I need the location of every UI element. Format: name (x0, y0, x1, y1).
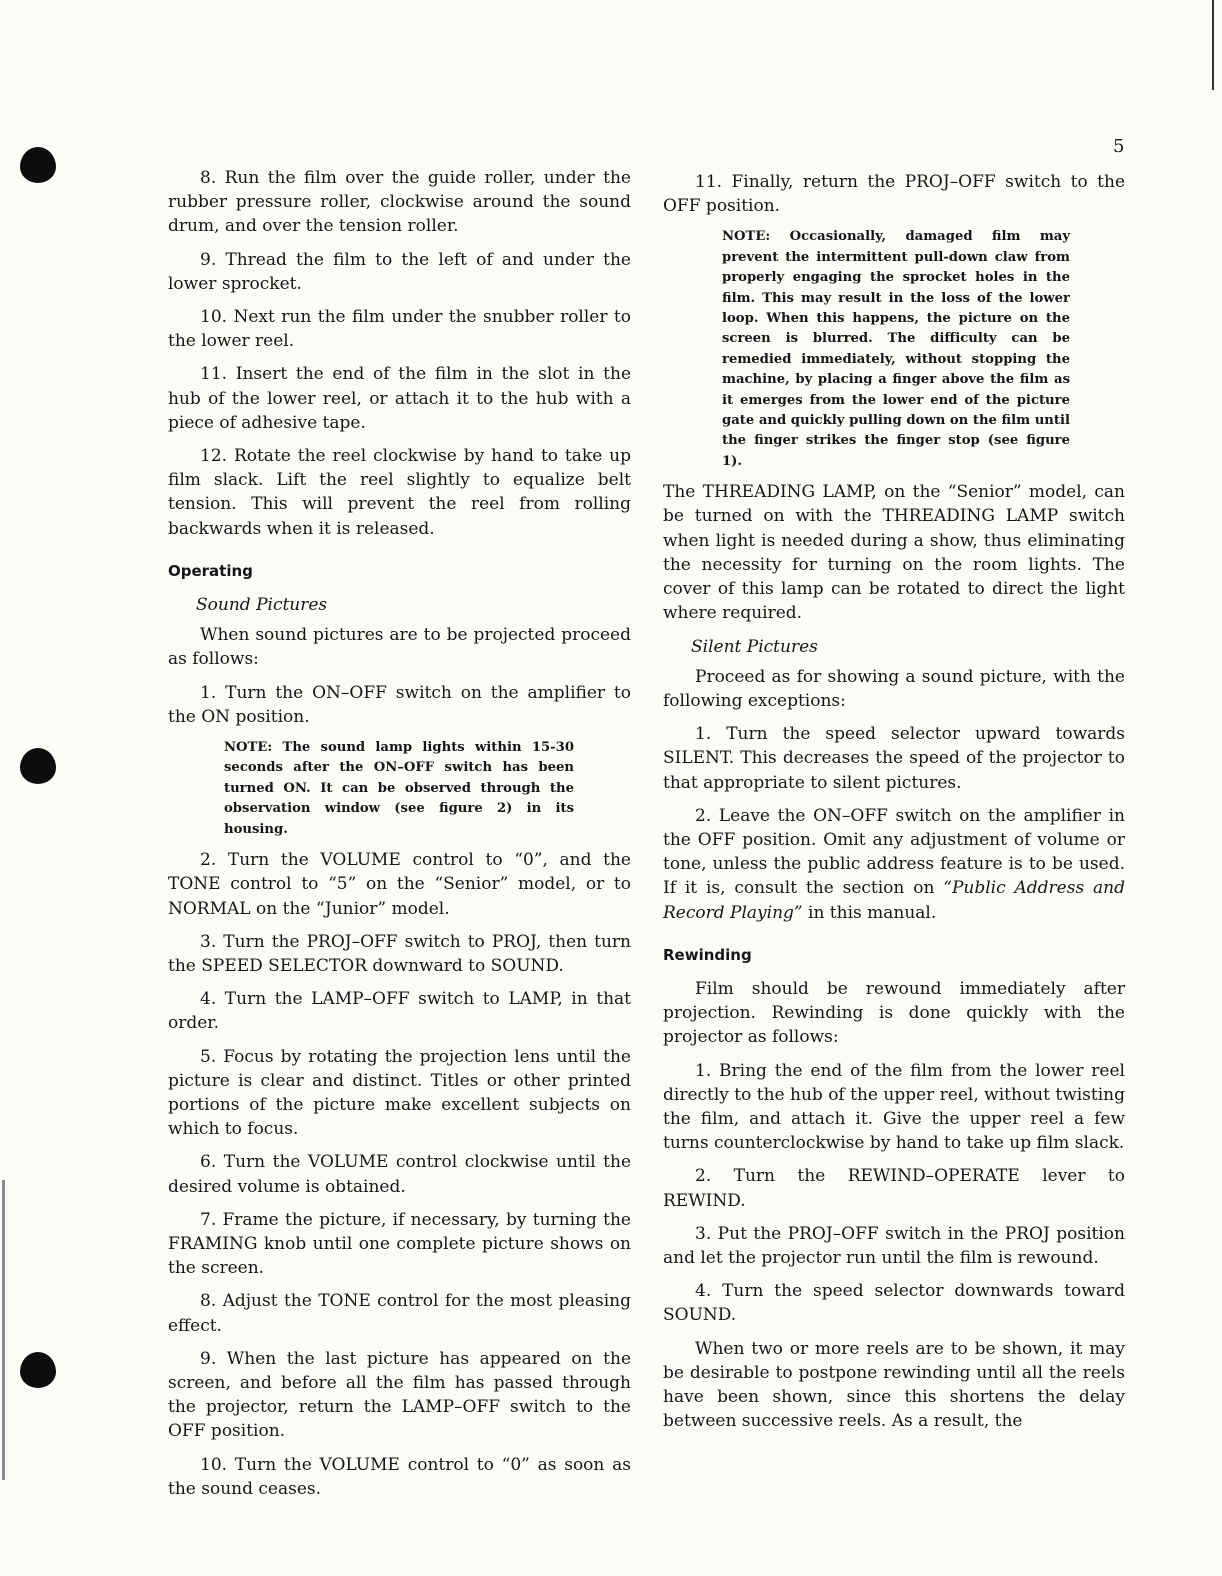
subheading-sound-pictures: Sound Pictures (196, 595, 328, 616)
section-reference: “Public Address and Record Playing” (663, 878, 1125, 923)
sound-step-7: 7. Frame the picture, if necessary, by turning the FRAMING knob until one complete picture shows on the screen. (168, 1209, 631, 1279)
note-sound-lamp: NOTE: The sound lamp lights within 15-30 seconds after the ON–OFF switch has been turned ON. It can be observed through the observation window (see figure 2) in its housing. (224, 740, 574, 837)
right-column (663, 170, 1125, 1442)
threading-step-9: 9. Thread the film to the left of and under the lower sprocket. (168, 249, 631, 294)
sound-step-5: 5. Focus by rotating the projection lens until the picture is clear and distinct. Titles or other printed portions of the picture make excellent subjects on which to focus. (168, 1046, 631, 1140)
page-edge-line (1212, 0, 1214, 90)
note-damaged-film: NOTE: Occasionally, damaged film may prevent the intermittent pull-down claw from properly engaging the sprocket holes in the film. This may result in the loss of the lower loop. When this happens, the picture on the screen is blurred. The difficulty can be remedied immediately, without stopping the machine, by placing a finger above the film as it emerges from the lower end of the picture gate and quickly pulling down on the film until the finger strikes the finger stop (see figure 1). (722, 229, 1070, 469)
sound-step-3: 3. Turn the PROJ–OFF switch to PROJ, then turn the SPEED SELECTOR downward to SOUND. (168, 931, 631, 976)
sound-step-1: 1. Turn the ON–OFF switch on the amplifier to the ON position. (168, 682, 631, 727)
threading-step-10: 10. Next run the film under the snubber roller to the lower reel. (168, 307, 631, 352)
binder-hole-top (20, 147, 56, 183)
silent-step-1: 1. Turn the speed selector upward towards SILENT. This decreases the speed of the projector to that appropriate to silent pictures. (663, 724, 1125, 793)
heading-rewinding: Rewinding (663, 945, 752, 964)
rewind-step-1: 1. Bring the end of the film from the lower reel directly to the hub of the upper reel, without twisting the film, and attach it. Give the upper reel a few turns counterclockwise by hand to take up film slack. (663, 1060, 1126, 1154)
silent-intro: Proceed as for showing a sound picture, with the following exceptions: (663, 666, 1125, 711)
threading-step-12: 12. Rotate the reel clockwise by hand to take up film slack. Lift the reel slightly to equalize belt tension. This will prevent the reel from rolling backwards when it is released. (168, 446, 631, 539)
rewind-closing: When two or more reels are to be shown, it may be desirable to postpone rewinding until all the reels have been shown, since this shortens the delay between successive reels. As a result, the (663, 1338, 1125, 1432)
silent-step-2 (663, 804, 1125, 925)
sound-step-8: 8. Adjust the TONE control for the most pleasing effect. (168, 1291, 631, 1336)
rewind-intro: Film should be rewound immediately after projection. Rewinding is done quickly with the projector as follows: (663, 978, 1125, 1048)
sound-intro: When sound pictures are to be projected proceed as follows: (168, 625, 631, 670)
heading-operating: Operating (168, 561, 253, 580)
silent-step-2-end: in this manual. (802, 902, 937, 923)
threading-step-8: 8. Run the film over the guide roller, under the rubber pressure roller, clockwise around the sound drum, and over the tension roller. (168, 168, 631, 237)
threading-step-11: 11. Insert the end of the film in the slot in the hub of the lower reel, or attach it to the hub with a piece of adhesive tape. (168, 364, 631, 433)
sound-step-6: 6. Turn the VOLUME control clockwise until the desired volume is obtained. (168, 1152, 631, 1197)
binder-hole-middle (20, 748, 56, 784)
page-number: 5 (1113, 136, 1125, 157)
binder-hole-bottom (20, 1352, 56, 1388)
sound-step-2: 2. Turn the VOLUME control to “0”, and the TONE control to “5” on the “Senior” model, or to NORMAL on the “Junior” model. (168, 850, 631, 919)
scan-edge-mark (2, 1180, 5, 1480)
threading-lamp-paragraph: The THREADING LAMP, on the “Senior” model, can be turned on with the THREADING LAMP switch when light is needed during a show, thus eliminating the necessity for turning on the room lights. The cover of this lamp can be rotated to direct the light where required. (663, 482, 1125, 624)
silent-step-2-text: 2. Leave the ON–OFF switch on the amplifier in the OFF position. Omit any adjustment of volume or tone, unless the public address feature is to be used. If it is, consult the section on (663, 805, 1125, 899)
left-column (168, 166, 631, 1510)
sound-step-10: 10. Turn the VOLUME control to “0” as soon as the sound ceases. (168, 1454, 631, 1499)
sound-step-11: 11. Finally, return the PROJ–OFF switch to the OFF position. (663, 172, 1125, 217)
rewind-step-2: 2. Turn the REWIND–OPERATE lever to REWIND. (663, 1166, 1125, 1211)
subheading-silent-pictures: Silent Pictures (691, 636, 818, 657)
sound-step-4: 4. Turn the LAMP–OFF switch to LAMP, in that order. (168, 989, 631, 1034)
rewind-step-3: 3. Put the PROJ–OFF switch in the PROJ position and let the projector run until the film is rewound. (663, 1223, 1125, 1268)
sound-step-9: 9. When the last picture has appeared on the screen, and before all the film has passed through the projector, return the LAMP–OFF switch to the OFF position. (168, 1348, 631, 1442)
rewind-step-4: 4. Turn the speed selector downwards toward SOUND. (663, 1281, 1125, 1326)
